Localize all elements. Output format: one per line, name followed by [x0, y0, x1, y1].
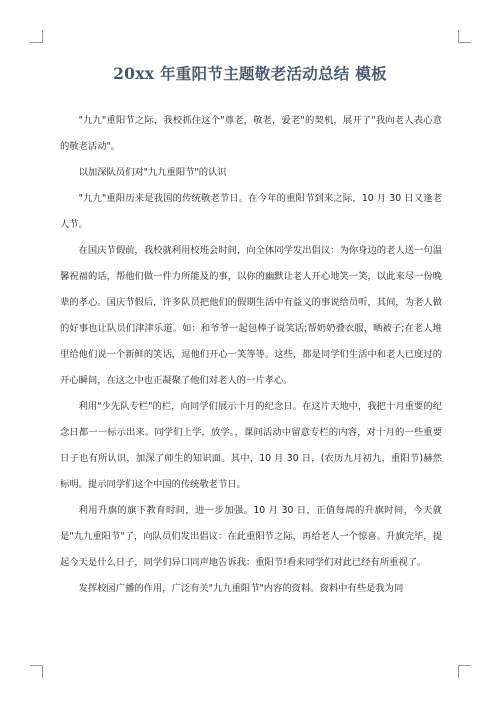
crop-mark-top-right	[458, 30, 471, 43]
paragraph: 利用升旗的旗下教育时间，进一步加强。10 月 30 日，正值每周的升旗时间，今天就是"九九重阳节"了，向队员们发出倡议：在此重阳节之际，再给老人一个惊喜。升旗完毕，提起今天是什么日子，同学们异口同声地告诉我：重阳节!看来同学们对此已经有所重视了。	[60, 505, 442, 568]
paragraph: 利用"少先队专栏"的栏，向同学们展示十月的纪念日。在这片天地中，我把十月重要的纪念日都一一标示出来。同学们上学，放学。，课间活动中留意专栏的内容，对十月的一些重要日子也有所认识，加深了师生的知识面。其中，10 月 30 日，(农历九月初九，重阳节)赫然标明。提示同学们这个中国的传统敬老节日。	[60, 401, 442, 490]
paragraph: 以加深队员们对"九九重阳节"的认识	[78, 167, 227, 178]
crop-mark-bottom-right	[458, 665, 471, 678]
paragraph: "九九"重阳节之际，我校抓住这个"尊老，敬老，爱老"的契机，展开了"我向老人表心意的敬老活动"。	[60, 115, 442, 152]
paragraph: 在国庆节假前，我校就利用校班会时间，向全体同学发出倡议：为你身边的老人送一句温馨祝福的话，帮他们做一件力所能及的事，以你的幽默让老人开心地笑一笑，以此来尽一份晚辈的孝心。国庆节假后，许多队员把他们的假期生活中有益义的事说给员听，其间，为老人做的好事也让队员们津津乐道。如：和爷爷一起包棒子说笑话;帮奶奶叠衣服，晒被子;在老人堆里给他们说一个新鲜的笑话，逗他们开心一笑等等。这些，都是同学们生活中和老人已度过的开心瞬间，在这之中也正凝聚了他们对老人的一片孝心。	[60, 245, 442, 386]
paragraph: 发挥校园广播的作用，广泛有关"九九重阳节"内容的资料。资料中有些是我为同	[78, 583, 404, 594]
crop-mark-bottom-left	[30, 665, 43, 678]
paragraph: "九九"重阳历来是我国的传统敬老节日。在今年的重阳节到来之际，10 月 30 日又逢老人节。	[60, 193, 442, 230]
document-body	[60, 108, 442, 602]
document-title: 20xx 年重阳节主题敬老活动总结 模板	[113, 64, 387, 83]
crop-mark-top-left	[30, 30, 43, 43]
